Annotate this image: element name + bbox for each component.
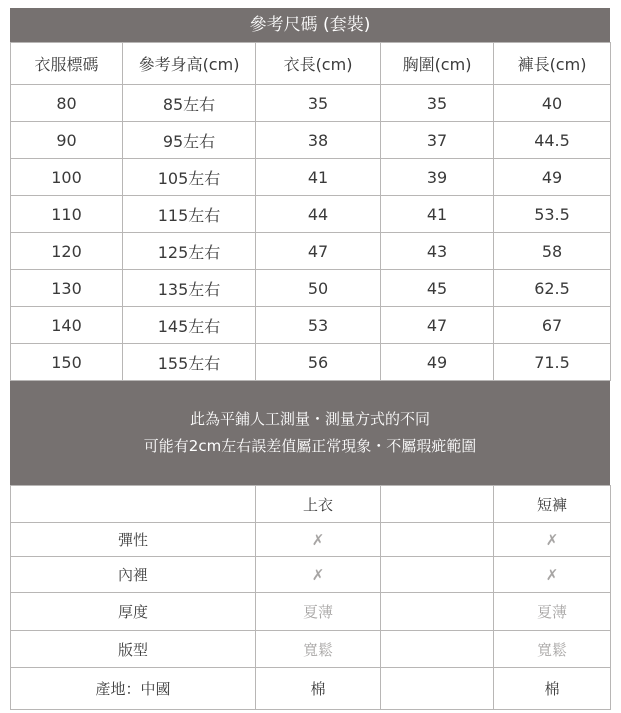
cell-chest: 47 — [381, 307, 494, 344]
cell-top-length: 35 — [256, 85, 381, 122]
cell-size: 100 — [11, 159, 123, 196]
cell-size: 110 — [11, 196, 123, 233]
header-size-label: 衣服標碼 — [11, 43, 123, 85]
attribute-value: 棉 — [256, 668, 381, 710]
empty-cell — [381, 631, 494, 668]
empty-cell — [381, 557, 494, 593]
attribute-value: 棉 — [494, 668, 611, 710]
table-row — [11, 270, 611, 307]
x-mark-icon: ✗ — [494, 557, 611, 593]
cell-chest: 45 — [381, 270, 494, 307]
header-chest: 胸圍(cm) — [381, 43, 494, 85]
cell-top-length: 47 — [256, 233, 381, 270]
note-line-2: 可能有2cm左右誤差值屬正常現象・不屬瑕疵範圍 — [143, 437, 477, 455]
cell-chest: 43 — [381, 233, 494, 270]
cell-pants-length: 67 — [494, 307, 611, 344]
size-chart — [10, 8, 610, 710]
cell-height: 155左右 — [123, 344, 256, 381]
size-table-header-row — [11, 43, 611, 85]
cell-top-length: 41 — [256, 159, 381, 196]
cell-chest: 41 — [381, 196, 494, 233]
cell-top-length: 56 — [256, 344, 381, 381]
table-row — [11, 196, 611, 233]
header-pants-length: 褲長(cm) — [494, 43, 611, 85]
cell-height: 105左右 — [123, 159, 256, 196]
cell-pants-length: 71.5 — [494, 344, 611, 381]
cell-height: 125左右 — [123, 233, 256, 270]
attribute-value: 夏薄 — [494, 593, 611, 631]
table-row — [11, 344, 611, 381]
attribute-label: 彈性 — [11, 523, 256, 557]
attribute-row-thickness — [11, 593, 611, 631]
attribute-value: 寬鬆 — [494, 631, 611, 668]
attribute-label: 版型 — [11, 631, 256, 668]
cell-pants-length: 58 — [494, 233, 611, 270]
attribute-row-origin — [11, 668, 611, 710]
cell-size: 90 — [11, 122, 123, 159]
cell-top-length: 44 — [256, 196, 381, 233]
cell-height: 145左右 — [123, 307, 256, 344]
cell-size: 150 — [11, 344, 123, 381]
cell-pants-length: 53.5 — [494, 196, 611, 233]
attribute-label: 產地：中國 — [11, 668, 256, 710]
cell-chest: 39 — [381, 159, 494, 196]
cell-pants-length: 49 — [494, 159, 611, 196]
cell-size: 130 — [11, 270, 123, 307]
attribute-value: 夏薄 — [256, 593, 381, 631]
table-row — [11, 122, 611, 159]
header-top: 上衣 — [256, 486, 381, 523]
cell-pants-length: 40 — [494, 85, 611, 122]
cell-pants-length: 44.5 — [494, 122, 611, 159]
header-top-length: 衣長(cm) — [256, 43, 381, 85]
empty-cell — [381, 523, 494, 557]
attribute-header-blank — [11, 486, 256, 523]
cell-size: 120 — [11, 233, 123, 270]
x-mark-icon: ✗ — [256, 523, 381, 557]
x-mark-icon: ✗ — [256, 557, 381, 593]
header-height: 參考身高(cm) — [123, 43, 256, 85]
cell-chest: 37 — [381, 122, 494, 159]
table-row — [11, 307, 611, 344]
cell-height: 135左右 — [123, 270, 256, 307]
cell-top-length: 38 — [256, 122, 381, 159]
attribute-label: 內裡 — [11, 557, 256, 593]
size-table — [10, 42, 611, 381]
note-line-1: 此為平鋪人工測量・測量方式的不同 — [189, 410, 430, 428]
attribute-row-lining — [11, 557, 611, 593]
x-mark-icon: ✗ — [494, 523, 611, 557]
cell-height: 95左右 — [123, 122, 256, 159]
attribute-label: 厚度 — [11, 593, 256, 631]
measurement-note — [10, 381, 610, 485]
cell-size: 140 — [11, 307, 123, 344]
empty-cell — [381, 593, 494, 631]
chart-title: 參考尺碼 (套裝) — [10, 8, 610, 42]
cell-chest: 49 — [381, 344, 494, 381]
attribute-header-blank — [381, 486, 494, 523]
table-row — [11, 159, 611, 196]
cell-height: 115左右 — [123, 196, 256, 233]
cell-top-length: 53 — [256, 307, 381, 344]
table-row — [11, 233, 611, 270]
attribute-row-fit — [11, 631, 611, 668]
cell-pants-length: 62.5 — [494, 270, 611, 307]
empty-cell — [381, 668, 494, 710]
attribute-row-elasticity — [11, 523, 611, 557]
header-shorts: 短褲 — [494, 486, 611, 523]
cell-chest: 35 — [381, 85, 494, 122]
attribute-header-row — [11, 486, 611, 523]
attribute-value: 寬鬆 — [256, 631, 381, 668]
cell-size: 80 — [11, 85, 123, 122]
cell-top-length: 50 — [256, 270, 381, 307]
attribute-table — [10, 485, 611, 710]
table-row — [11, 85, 611, 122]
cell-height: 85左右 — [123, 85, 256, 122]
